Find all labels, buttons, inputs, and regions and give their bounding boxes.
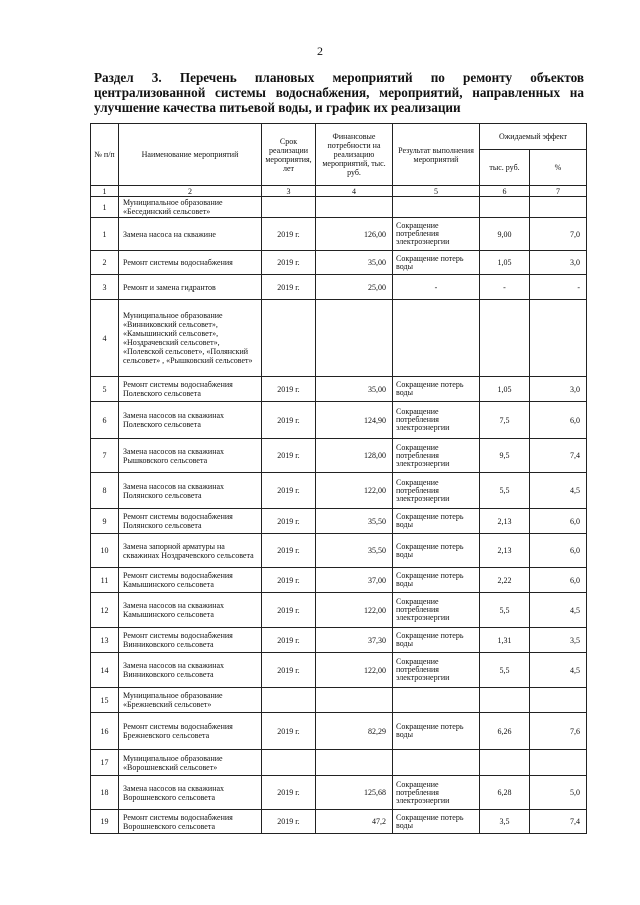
finance-cell bbox=[316, 197, 393, 218]
header-effect-rub: тыс. руб. bbox=[480, 150, 530, 186]
effect-pct-cell: 7,4 bbox=[530, 810, 587, 834]
col-number: 2 bbox=[119, 186, 262, 197]
table-row bbox=[91, 509, 587, 534]
result-cell: Сокращение потребления электроэнергии bbox=[393, 218, 480, 251]
effect-rub-cell bbox=[480, 688, 530, 713]
municipality-name: Муниципальное образование «Винниковский сельсовет», «Камышинский сельсовет», «Ноздрачевский сельсовет», «Полевской сельсовет», «Полянский сельсовет» , «Рышковский сельсовет» bbox=[119, 300, 262, 377]
term-cell: 2019 г. bbox=[262, 402, 316, 439]
result-cell: Сокращение потерь воды bbox=[393, 628, 480, 653]
col-number: 4 bbox=[316, 186, 393, 197]
row-number: 10 bbox=[91, 534, 119, 568]
finance-cell: 35,00 bbox=[316, 251, 393, 275]
effect-rub-cell: 6,26 bbox=[480, 713, 530, 750]
finance-cell: 47,2 bbox=[316, 810, 393, 834]
municipality-row bbox=[91, 197, 587, 218]
effect-pct-cell: 4,5 bbox=[530, 653, 587, 688]
col-number: 5 bbox=[393, 186, 480, 197]
finance-cell: 35,00 bbox=[316, 377, 393, 402]
row-number: 4 bbox=[91, 300, 119, 377]
result-cell: Сокращение потребления электроэнергии bbox=[393, 439, 480, 473]
term-cell bbox=[262, 197, 316, 218]
header-result: Результат выполнения мероприятий bbox=[393, 124, 480, 186]
section-title: Раздел 3. Перечень плановых мероприятий по ремонту объектов централизованной системы водоснабжения, мероприятий, направленных на улучшение качества питьевой воды, и график их реализации bbox=[94, 70, 584, 115]
table-row bbox=[91, 776, 587, 810]
effect-pct-cell: 3,0 bbox=[530, 251, 587, 275]
term-cell bbox=[262, 750, 316, 776]
effect-pct-cell: 6,0 bbox=[530, 509, 587, 534]
term-cell bbox=[262, 300, 316, 377]
term-cell: 2019 г. bbox=[262, 377, 316, 402]
municipality-name: Муниципальное образование «Ворошневский сельсовет» bbox=[119, 750, 262, 776]
col-number: 1 bbox=[91, 186, 119, 197]
effect-rub-cell: 1,31 bbox=[480, 628, 530, 653]
page-number: 2 bbox=[317, 44, 323, 58]
effect-rub-cell: 5,5 bbox=[480, 593, 530, 628]
effect-rub-cell: - bbox=[480, 275, 530, 300]
table-row bbox=[91, 473, 587, 509]
term-cell: 2019 г. bbox=[262, 628, 316, 653]
term-cell: 2019 г. bbox=[262, 810, 316, 834]
effect-pct-cell bbox=[530, 300, 587, 377]
table-row bbox=[91, 275, 587, 300]
row-number: 7 bbox=[91, 439, 119, 473]
effect-pct-cell: 7,0 bbox=[530, 218, 587, 251]
finance-cell: 128,00 bbox=[316, 439, 393, 473]
row-number: 19 bbox=[91, 810, 119, 834]
result-cell: Сокращение потребления электроэнергии bbox=[393, 776, 480, 810]
measure-name: Замена запорной арматуры на скважинах Ноздрачевского сельсовета bbox=[119, 534, 262, 568]
term-cell: 2019 г. bbox=[262, 653, 316, 688]
row-number: 6 bbox=[91, 402, 119, 439]
row-number: 8 bbox=[91, 473, 119, 509]
effect-rub-cell: 6,28 bbox=[480, 776, 530, 810]
measure-name: Замена насосов на скважинах Камышинского сельсовета bbox=[119, 593, 262, 628]
effect-rub-cell bbox=[480, 750, 530, 776]
term-cell: 2019 г. bbox=[262, 509, 316, 534]
result-cell bbox=[393, 750, 480, 776]
effect-rub-cell: 5,5 bbox=[480, 653, 530, 688]
term-cell bbox=[262, 688, 316, 713]
measure-name: Ремонт системы водоснабжения Камышинского сельсовета bbox=[119, 568, 262, 593]
effect-pct-cell: 3,0 bbox=[530, 377, 587, 402]
effect-pct-cell: 7,6 bbox=[530, 713, 587, 750]
term-cell: 2019 г. bbox=[262, 473, 316, 509]
measure-name: Ремонт системы водоснабжения Ворошневского сельсовета bbox=[119, 810, 262, 834]
measure-name: Ремонт системы водоснабжения Винниковского сельсовета bbox=[119, 628, 262, 653]
result-cell: - bbox=[393, 275, 480, 300]
result-cell bbox=[393, 688, 480, 713]
table-row bbox=[91, 713, 587, 750]
row-number: 12 bbox=[91, 593, 119, 628]
row-number: 17 bbox=[91, 750, 119, 776]
result-cell: Сокращение потерь воды bbox=[393, 568, 480, 593]
header-term: Срок реализации мероприятия, лет bbox=[262, 124, 316, 186]
row-number: 2 bbox=[91, 251, 119, 275]
term-cell: 2019 г. bbox=[262, 593, 316, 628]
effect-pct-cell: 7,4 bbox=[530, 439, 587, 473]
term-cell: 2019 г. bbox=[262, 776, 316, 810]
row-number: 15 bbox=[91, 688, 119, 713]
finance-cell bbox=[316, 750, 393, 776]
result-cell: Сокращение потерь воды bbox=[393, 509, 480, 534]
table-row bbox=[91, 593, 587, 628]
column-number-row bbox=[91, 186, 587, 197]
measure-name: Ремонт системы водоснабжения Брежневского сельсовета bbox=[119, 713, 262, 750]
effect-pct-cell: 6,0 bbox=[530, 568, 587, 593]
finance-cell: 35,50 bbox=[316, 509, 393, 534]
effect-rub-cell: 2,13 bbox=[480, 509, 530, 534]
measure-name: Ремонт системы водоснабжения Полевского сельсовета bbox=[119, 377, 262, 402]
effect-rub-cell: 3,5 bbox=[480, 810, 530, 834]
header-num: № п/п bbox=[91, 124, 119, 186]
result-cell: Сокращение потребления электроэнергии bbox=[393, 473, 480, 509]
municipality-row bbox=[91, 300, 587, 377]
finance-cell: 35,50 bbox=[316, 534, 393, 568]
effect-pct-cell: 6,0 bbox=[530, 534, 587, 568]
table-row bbox=[91, 628, 587, 653]
measures-table bbox=[90, 123, 587, 834]
result-cell: Сокращение потерь воды bbox=[393, 713, 480, 750]
finance-cell: 124,90 bbox=[316, 402, 393, 439]
row-number: 13 bbox=[91, 628, 119, 653]
result-cell: Сокращение потребления электроэнергии bbox=[393, 593, 480, 628]
table-row bbox=[91, 377, 587, 402]
finance-cell: 37,00 bbox=[316, 568, 393, 593]
term-cell: 2019 г. bbox=[262, 713, 316, 750]
result-cell bbox=[393, 197, 480, 218]
result-cell: Сокращение потерь воды bbox=[393, 251, 480, 275]
effect-pct-cell: 4,5 bbox=[530, 593, 587, 628]
effect-pct-cell bbox=[530, 750, 587, 776]
effect-pct-cell: 3,5 bbox=[530, 628, 587, 653]
result-cell: Сокращение потребления электроэнергии bbox=[393, 653, 480, 688]
header-name: Наименование мероприятий bbox=[119, 124, 262, 186]
effect-pct-cell: 4,5 bbox=[530, 473, 587, 509]
table-row bbox=[91, 568, 587, 593]
header-effect: Ожидаемый эффект bbox=[480, 124, 587, 150]
finance-cell: 37,30 bbox=[316, 628, 393, 653]
term-cell: 2019 г. bbox=[262, 568, 316, 593]
row-number: 5 bbox=[91, 377, 119, 402]
effect-rub-cell bbox=[480, 197, 530, 218]
municipality-row bbox=[91, 688, 587, 713]
measure-name: Замена насосов на скважинах Полевского сельсовета bbox=[119, 402, 262, 439]
col-number: 6 bbox=[480, 186, 530, 197]
measure-name: Замена насосов на скважинах Полянского сельсовета bbox=[119, 473, 262, 509]
result-cell: Сокращение потерь воды bbox=[393, 534, 480, 568]
effect-pct-cell: 5,0 bbox=[530, 776, 587, 810]
effect-rub-cell: 5,5 bbox=[480, 473, 530, 509]
row-number: 18 bbox=[91, 776, 119, 810]
finance-cell: 122,00 bbox=[316, 593, 393, 628]
finance-cell bbox=[316, 688, 393, 713]
effect-pct-cell bbox=[530, 688, 587, 713]
table-row bbox=[91, 439, 587, 473]
header-finance: Финансовые потребности на реализацию мероприятий, тыс. руб. bbox=[316, 124, 393, 186]
result-cell: Сокращение потерь воды bbox=[393, 377, 480, 402]
effect-rub-cell: 1,05 bbox=[480, 377, 530, 402]
row-number: 3 bbox=[91, 275, 119, 300]
effect-rub-cell: 2,22 bbox=[480, 568, 530, 593]
row-number: 11 bbox=[91, 568, 119, 593]
header-effect-pct: % bbox=[530, 150, 587, 186]
term-cell: 2019 г. bbox=[262, 275, 316, 300]
row-number: 1 bbox=[91, 218, 119, 251]
measure-name: Замена насосов на скважинах Ворошневского сельсовета bbox=[119, 776, 262, 810]
measure-name: Замена насосов на скважинах Винниковского сельсовета bbox=[119, 653, 262, 688]
finance-cell: 122,00 bbox=[316, 473, 393, 509]
measure-name: Ремонт системы водоснабжения Полянского сельсовета bbox=[119, 509, 262, 534]
effect-pct-cell: - bbox=[530, 275, 587, 300]
effect-rub-cell: 2,13 bbox=[480, 534, 530, 568]
header-row bbox=[91, 124, 587, 150]
finance-cell: 125,68 bbox=[316, 776, 393, 810]
municipality-name: Муниципальное образование «Брежневский сельсовет» bbox=[119, 688, 262, 713]
finance-cell: 122,00 bbox=[316, 653, 393, 688]
measure-name: Замена насоса на скважине bbox=[119, 218, 262, 251]
measure-name: Замена насосов на скважинах Рышковского сельсовета bbox=[119, 439, 262, 473]
effect-rub-cell: 1,05 bbox=[480, 251, 530, 275]
table-row bbox=[91, 534, 587, 568]
effect-rub-cell: 9,00 bbox=[480, 218, 530, 251]
result-cell: Сокращение потребления электроэнергии bbox=[393, 402, 480, 439]
effect-pct-cell: 6,0 bbox=[530, 402, 587, 439]
table-row bbox=[91, 218, 587, 251]
term-cell: 2019 г. bbox=[262, 534, 316, 568]
row-number: 9 bbox=[91, 509, 119, 534]
term-cell: 2019 г. bbox=[262, 439, 316, 473]
result-cell: Сокращение потерь воды bbox=[393, 810, 480, 834]
finance-cell: 25,00 bbox=[316, 275, 393, 300]
table-row bbox=[91, 251, 587, 275]
row-number: 14 bbox=[91, 653, 119, 688]
finance-cell bbox=[316, 300, 393, 377]
col-number: 7 bbox=[530, 186, 587, 197]
effect-rub-cell: 7,5 bbox=[480, 402, 530, 439]
row-number: 1 bbox=[91, 197, 119, 218]
table-row bbox=[91, 653, 587, 688]
finance-cell: 126,00 bbox=[316, 218, 393, 251]
table-row bbox=[91, 402, 587, 439]
effect-rub-cell bbox=[480, 300, 530, 377]
measure-name: Ремонт и замена гидрантов bbox=[119, 275, 262, 300]
table-row bbox=[91, 810, 587, 834]
term-cell: 2019 г. bbox=[262, 251, 316, 275]
col-number: 3 bbox=[262, 186, 316, 197]
row-number: 16 bbox=[91, 713, 119, 750]
measure-name: Ремонт системы водоснабжения bbox=[119, 251, 262, 275]
result-cell bbox=[393, 300, 480, 377]
municipality-name: Муниципальное образование «Бесединский сельсовет» bbox=[119, 197, 262, 218]
term-cell: 2019 г. bbox=[262, 218, 316, 251]
finance-cell: 82,29 bbox=[316, 713, 393, 750]
municipality-row bbox=[91, 750, 587, 776]
effect-rub-cell: 9,5 bbox=[480, 439, 530, 473]
effect-pct-cell bbox=[530, 197, 587, 218]
